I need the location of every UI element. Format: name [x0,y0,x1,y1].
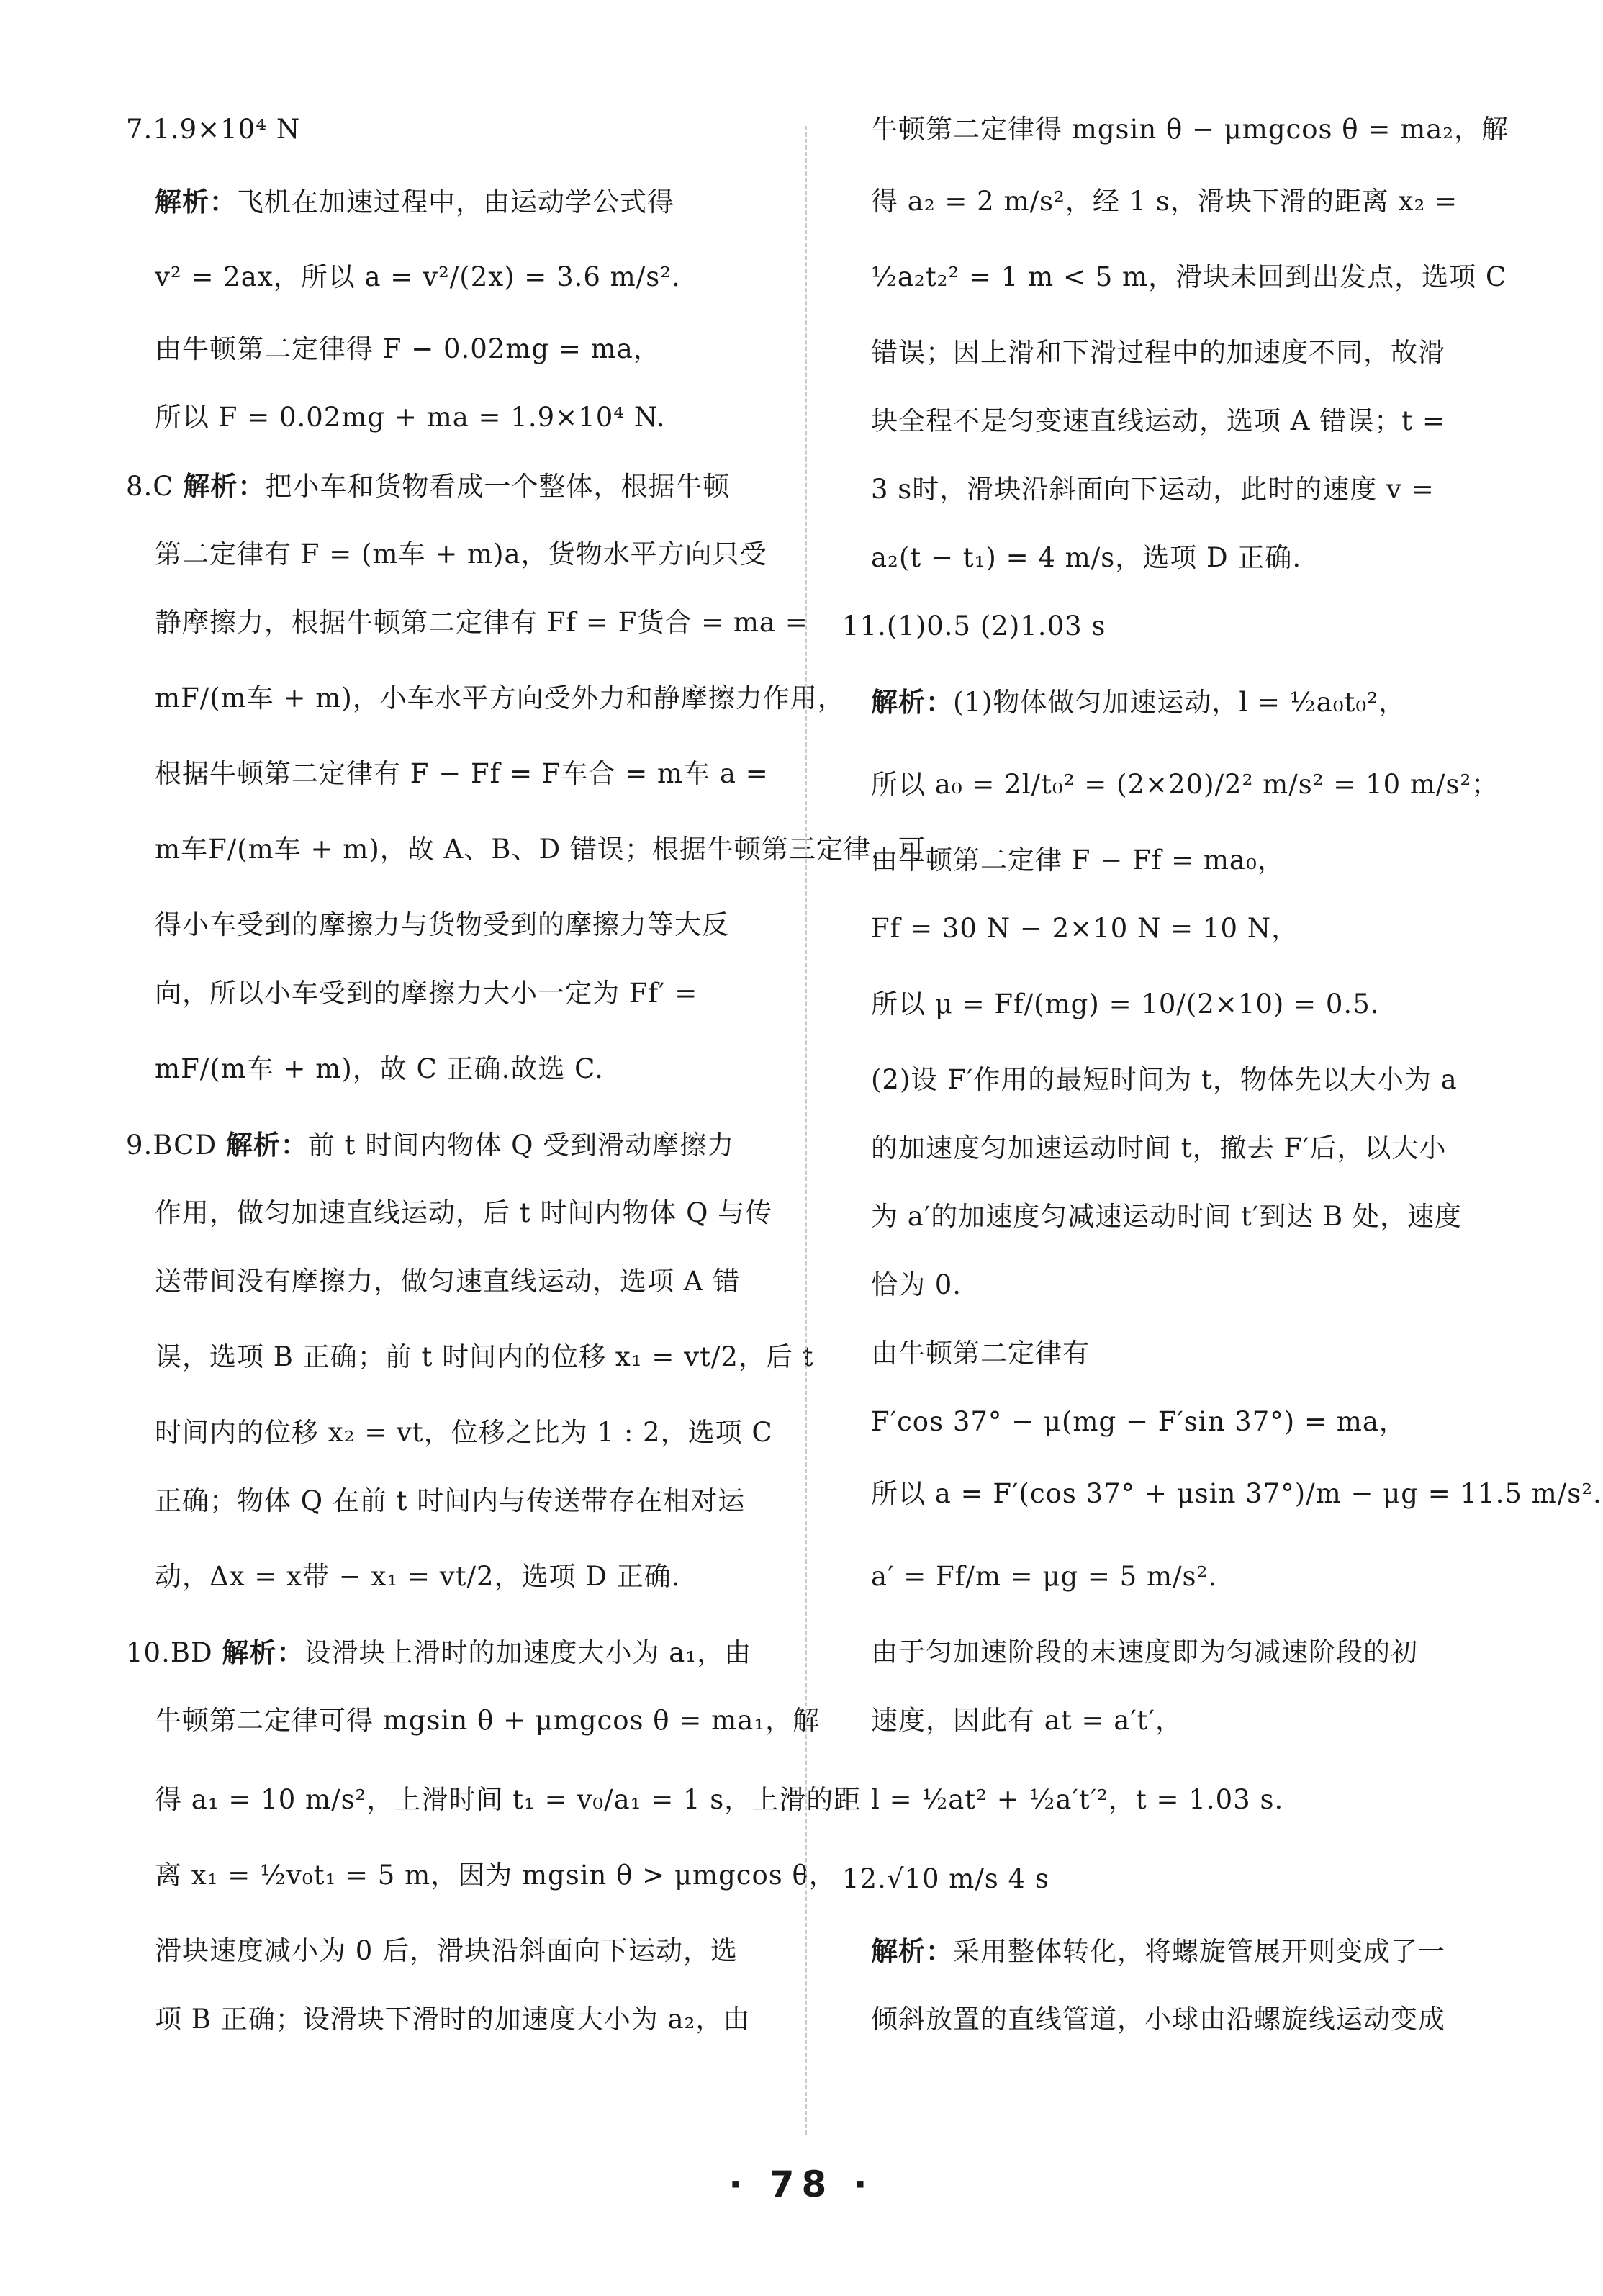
text-line: v² = 2ax，所以 a = v²/(2x) = 3.6 m/s². [155,261,681,292]
text-line: a₂(t − t₁) = 4 m/s，选项 D 正确. [871,542,1302,573]
text-line: 送带间没有摩擦力，做匀速直线运动，选项 A 错 [155,1266,741,1297]
text-line: 由牛顿第二定律得 F − 0.02mg = ma， [155,333,661,364]
text-line: 倾斜放置的直线管道，小球由沿螺旋线运动变成 [871,2004,1445,2035]
text-line: 7.1.9×10⁴ N [126,114,301,145]
text-line: 10.BD 解析：设滑块上滑时的加速度大小为 a₁，由 [126,1637,752,1668]
text-line: mF/(m车 + m)，小车水平方向受外力和静摩擦力作用， [155,683,845,713]
text-line: mF/(m车 + m)，故 C 正确.故选 C. [155,1053,604,1084]
text-line: 速度，因此有 at = a′t′， [871,1705,1183,1736]
text-line: a′ = Ff/m = μg = 5 m/s². [871,1561,1218,1592]
text-line: l = ½at² + ½a′t′²，t = 1.03 s. [871,1784,1284,1815]
page-number: · 78 · [728,2164,875,2205]
text-line: 错误；因上滑和下滑过程中的加速度不同，故滑 [871,337,1445,368]
text-line: 由牛顿第二定律有 [871,1338,1090,1369]
text-line: 离 x₁ = ½v₀t₁ = 5 m，因为 mgsin θ > μmgcos θ， [155,1860,836,1891]
text-line: 所以 μ = Ff/(mg) = 10/(2×10) = 0.5. [871,989,1380,1019]
text-line: 动，Δx = x带 − x₁ = vt/2，选项 D 正确. [155,1561,681,1592]
text-line: 项 B 正确；设滑块下滑时的加速度大小为 a₂，由 [155,2004,751,2035]
text-line: 由于匀加速阶段的末速度即为匀减速阶段的初 [871,1637,1418,1667]
text-line: 3 s时，滑块沿斜面向下运动，此时的速度 v = [871,474,1435,505]
text-line: ½a₂t₂² = 1 m < 5 m，滑块未回到出发点，选项 C [871,261,1507,292]
text-line: 为 a′的加速度匀减速运动时间 t′到达 B 处，速度 [871,1201,1462,1232]
text-line: 解析：飞机在加速过程中，由运动学公式得 [155,186,674,217]
text-line: 作用，做匀加速直线运动，后 t 时间内物体 Q 与传 [155,1197,773,1228]
text-line: 所以 a₀ = 2l/t₀² = (2×20)/2² m/s² = 10 m/s²； [871,769,1499,800]
text-line: Ff = 30 N − 2×10 N = 10 N， [871,913,1299,944]
text-line: 误，选项 B 正确；前 t 时间内的位移 x₁ = vt/2，后 t [155,1341,814,1372]
text-line: 时间内的位移 x₂ = vt，位移之比为 1 : 2，选项 C [155,1417,773,1448]
text-line: 解析：(1)物体做匀加速运动，l = ½a₀t₀²， [871,686,1406,718]
text-line: 正确；物体 Q 在前 t 时间内与传送带存在相对运 [155,1485,746,1516]
text-line: 静摩擦力，根据牛顿第二定律有 Ff = F货合 = ma = [155,607,808,638]
text-line: 牛顿第二定律可得 mgsin θ + μmgcos θ = ma₁，解 [155,1705,821,1736]
text-line: 向，所以小车受到的摩擦力大小一定为 Ff′ = [155,978,698,1009]
text-line: F′cos 37° − μ(mg − F′sin 37°) = ma， [871,1406,1406,1437]
text-line: 12.√10 m/s 4 s [842,1863,1049,1894]
text-line: 恰为 0. [871,1269,962,1300]
text-line: 的加速度匀加速运动时间 t，撤去 F′后，以大小 [871,1133,1447,1163]
text-line: 根据牛顿第二定律有 F − Ff = F车合 = m车 a = [155,758,769,789]
text-line: 块全程不是匀变速直线运动，选项 A 错误；t = [871,405,1445,436]
text-line: 所以 F = 0.02mg + ma = 1.9×10⁴ N. [155,402,666,433]
column-divider [805,126,807,2135]
text-line: 由牛顿第二定律 F − Ff = ma₀， [871,845,1285,875]
text-line: m车F/(m车 + m)，故 A、B、D 错误；根据牛顿第三定律，可 [155,834,926,865]
text-line: 得 a₁ = 10 m/s²，上滑时间 t₁ = v₀/a₁ = 1 s，上滑的距 [155,1784,862,1815]
text-line: (2)设 F′作用的最短时间为 t，物体先以大小为 a [871,1064,1458,1095]
text-line: 解析：采用整体转化，将螺旋管展开则变成了一 [871,1935,1445,1967]
text-line: 得小车受到的摩擦力与货物受到的摩擦力等大反 [155,909,729,940]
text-line: 9.BCD 解析：前 t 时间内物体 Q 受到滑动摩擦力 [126,1129,735,1161]
text-line: 第二定律有 F = (m车 + m)a，货物水平方向只受 [155,539,767,570]
text-line: 所以 a = F′(cos 37° + μsin 37°)/m − μg = 11.5 m/s². [871,1478,1602,1509]
text-line: 8.C 解析：把小车和货物看成一个整体，根据牛顿 [126,470,731,502]
text-line: 滑块速度减小为 0 后，滑块沿斜面向下运动，选 [155,1935,739,1966]
text-line: 得 a₂ = 2 m/s²，经 1 s，滑块下滑的距离 x₂ = [871,186,1458,217]
text-line: 11.(1)0.5 (2)1.03 s [842,611,1106,641]
text-line: 牛顿第二定律得 mgsin θ − μmgcos θ = ma₂，解 [871,114,1509,145]
